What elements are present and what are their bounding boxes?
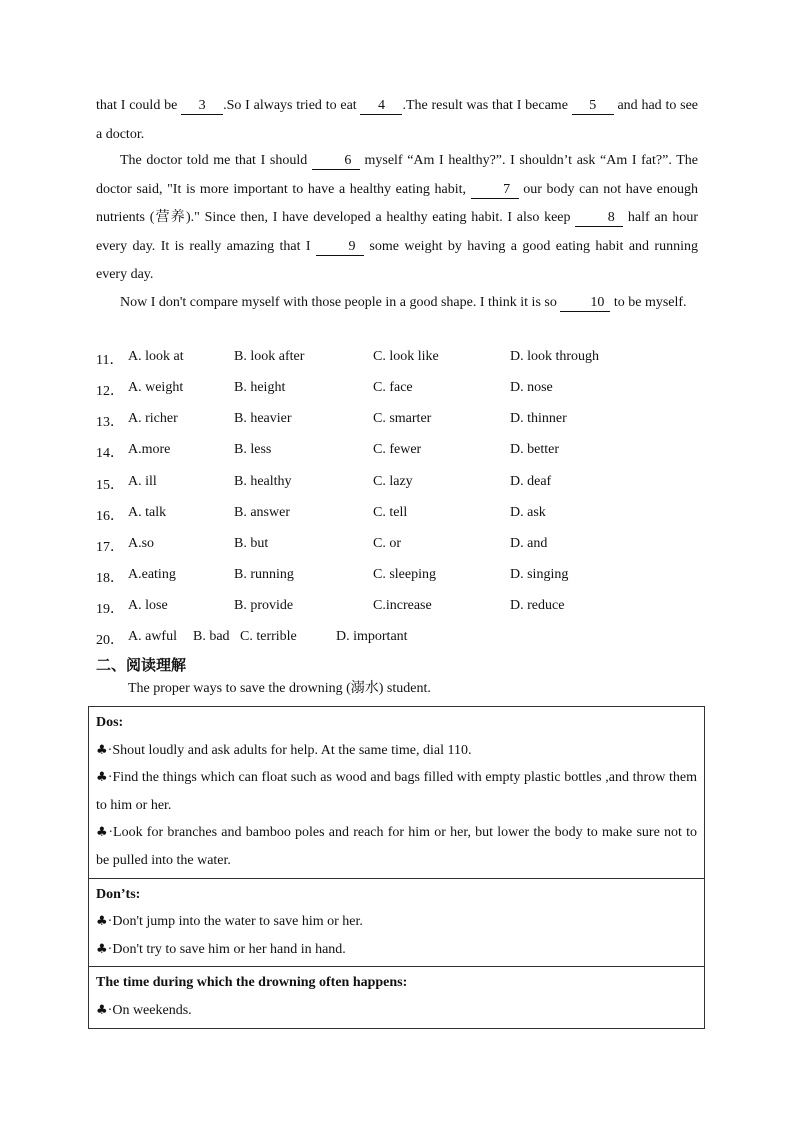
option-a: A.so [128,536,155,551]
question-number: 16． [96,509,124,524]
option-d: D. ask [510,505,546,520]
passage-text: that I could be [96,98,182,113]
question-number: 12． [96,384,124,399]
option-c: C. lazy [373,474,413,489]
option-b: B. less [234,442,272,457]
dos-row [89,707,705,879]
passage-text: The doctor told me that I should [120,153,312,168]
option-a: A. richer [128,411,178,426]
item-text: Don't try to save him or her hand in hand. [112,941,346,957]
option-a: A.eating [128,567,176,582]
option-d: D. look through [510,349,600,364]
dos-title: Dos: [96,715,124,730]
question-row [96,536,698,556]
club-bullet-icon: ♣ [96,742,108,758]
option-d: D. deaf [510,474,552,489]
option-c: C. sleeping [373,567,436,582]
option-c: C. look like [373,349,439,364]
item-text: Shout loudly and ask adults for help. At the same time, dial 110. [112,742,472,758]
list-item: ♣·Don't try to save him or her hand in hand. [96,941,346,957]
option-c: C. tell [373,505,408,520]
item-text: Don't jump into the water to save him or her. [112,914,363,930]
club-bullet-icon: ♣ [96,941,108,957]
passage-text: .So I always tried to eat [223,98,361,113]
item-text: Find the things which can float such as wood and bags filled with empty plastic bottles ,and throw them to him or her. [96,770,698,813]
question-row-20 [96,629,698,649]
option-d: D. important [336,629,408,644]
option-b: B. answer [234,505,290,520]
blank-5: 5 [572,98,614,115]
option-d: D. reduce [510,598,565,613]
time-title: The time during which the drowning often happens: [96,975,408,991]
option-a: A. ill [128,474,157,489]
blank-9: 9 [316,239,364,256]
passage-text: our body can not have enough nutrients (营养)." Since then, I have developed a healthy eating habit. I also keep [96,181,699,225]
option-c: C.increase [373,598,432,613]
option-c: C. face [373,380,413,395]
list-item: ♣·Look for branches and bamboo poles and reach for him or her, but lower the body to make sure not to be pulled into the water. [96,825,698,868]
club-bullet-icon: ♣ [96,1002,108,1018]
question-number: 17． [96,540,124,555]
option-b: B. healthy [234,474,292,489]
option-a: A. lose [128,598,168,613]
passage-text: and had to see a doctor. [96,98,698,142]
option-b: B. provide [234,598,294,613]
passage-text: to be myself. [610,295,687,310]
donts-row [89,878,705,967]
option-b: B. look after [234,349,305,364]
dos-cell [89,707,705,879]
list-item: ♣·Shout loudly and ask adults for help. At the same time, dial 110. [96,742,472,758]
time-row [89,967,705,1028]
drowning-rescue-table [88,706,705,1029]
reading-intro: The proper ways to save the drowning (溺水) student. [128,681,431,696]
question-row [96,505,698,525]
club-bullet-icon: ♣ [96,770,108,786]
item-text: On weekends. [112,1002,192,1018]
section-heading: 二、阅读理解 [96,656,187,674]
blank-10: 10 [560,295,610,312]
passage-paragraph-1 [96,92,698,149]
question-row [96,380,698,400]
option-b: B. bad [193,629,230,644]
passage-paragraph-3 [96,289,698,318]
option-a: A. talk [128,505,167,520]
option-a: A. awful [128,629,177,644]
option-a: A.more [128,442,171,457]
donts-title: Don’ts: [96,886,141,902]
question-row [96,349,698,369]
option-b: B. running [234,567,294,582]
option-d: D. and [510,536,548,551]
list-item: ♣·Find the things which can float such as wood and bags filled with empty plastic bottles ,and throw them to him or her. [96,770,698,813]
question-number: 20． [96,633,124,648]
option-c: C. or [373,536,401,551]
question-row [96,442,698,462]
question-number: 15． [96,478,124,493]
option-b: B. height [234,380,286,395]
donts-cell [89,878,705,967]
passage-text: some weight by having a good eating habit and running every day. [96,238,698,282]
option-c: C. smarter [373,411,432,426]
option-d: D. singing [510,567,569,582]
option-b: B. heavier [234,411,292,426]
option-c: C. fewer [373,442,422,457]
option-a: A. weight [128,380,184,395]
question-row [96,567,698,587]
list-item: ♣·Don't jump into the water to save him or her. [96,914,363,930]
blank-4: 4 [360,98,402,115]
question-row [96,598,698,618]
passage-text: .The result was that I became [402,98,572,113]
item-text: Look for branches and bamboo poles and reach for him or her, but lower the body to make sure not to be pulled into the water. [96,825,698,868]
club-bullet-icon: ♣ [96,914,108,930]
list-item: ♣·On weekends. [96,1002,192,1018]
passage-paragraph-2 [96,147,698,290]
blank-8: 8 [575,210,623,227]
question-number: 19． [96,602,124,617]
question-number: 13． [96,415,124,430]
blank-6: 6 [312,153,360,170]
question-number: 18． [96,571,124,586]
blank-3: 3 [181,98,223,115]
question-row [96,474,698,494]
question-number: 14． [96,446,124,461]
passage-text: Now I don't compare myself with those people in a good shape. I think it is so [120,295,561,310]
question-number: 11． [96,353,124,368]
option-a: A. look at [128,349,184,364]
option-d: D. nose [510,380,553,395]
option-b: B. but [234,536,269,551]
option-d: D. better [510,442,559,457]
passage-text: myself “Am I healthy?”. I shouldn’t ask “Am I fat?”. The doctor said, "It is more important to have a healthy eating habit, [96,153,698,197]
club-bullet-icon: ♣ [96,825,109,841]
option-c: C. terrible [240,629,297,644]
time-cell [89,967,705,1028]
option-d: D. thinner [510,411,567,426]
question-row [96,411,698,431]
blank-7: 7 [471,182,519,199]
passage-text: half an hour every day. It is really amazing that I [96,210,698,254]
